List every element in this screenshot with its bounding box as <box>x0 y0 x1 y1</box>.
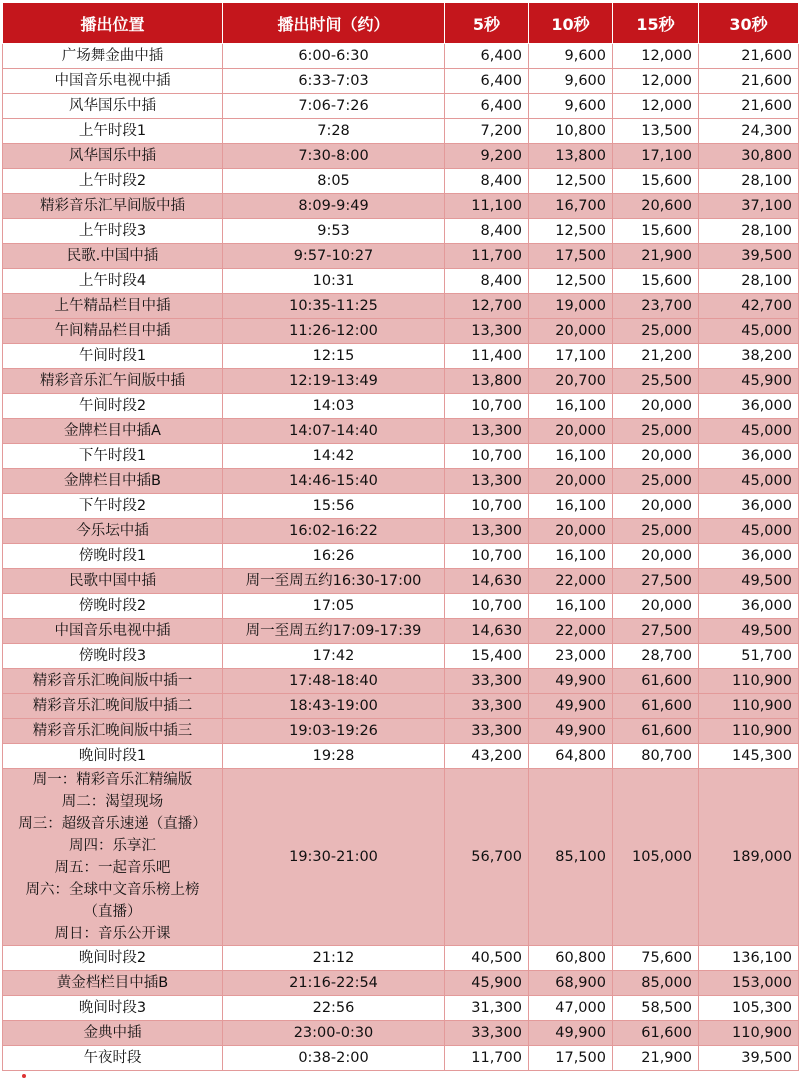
cell-15s: 61,600 <box>613 669 699 694</box>
cell-air-time: 周一至周五约17:09-17:39 <box>223 619 445 644</box>
cell-10s: 23,000 <box>529 644 613 669</box>
table-row <box>3 194 799 219</box>
cell-30s: 21,600 <box>699 44 799 69</box>
cell-30s: 28,100 <box>699 219 799 244</box>
cell-10s: 20,000 <box>529 419 613 444</box>
cell-air-time: 17:48-18:40 <box>223 669 445 694</box>
cell-position: 广场舞金曲中插 <box>3 44 223 69</box>
table-row <box>3 244 799 269</box>
cell-10s: 10,800 <box>529 119 613 144</box>
cell-10s: 16,100 <box>529 444 613 469</box>
cell-air-time: 18:43-19:00 <box>223 694 445 719</box>
cell-position: 金牌栏目中插A <box>3 419 223 444</box>
cell-position: 风华国乐中插 <box>3 144 223 169</box>
cell-air-time: 14:07-14:40 <box>223 419 445 444</box>
cell-15s: 20,000 <box>613 594 699 619</box>
table-row <box>3 1021 799 1046</box>
cell-position: 金牌栏目中插B <box>3 469 223 494</box>
table-body <box>3 44 799 1071</box>
cell-position: 中国音乐电视中插 <box>3 69 223 94</box>
header-10s: 10秒 <box>529 3 613 44</box>
table-row <box>3 319 799 344</box>
position-line: 周四：乐享汇 <box>69 838 156 854</box>
cell-5s: 33,300 <box>445 694 529 719</box>
cell-air-time: 7:28 <box>223 119 445 144</box>
cell-15s: 20,000 <box>613 544 699 569</box>
cell-air-time: 21:12 <box>223 946 445 971</box>
cell-10s: 12,500 <box>529 169 613 194</box>
cell-15s: 27,500 <box>613 569 699 594</box>
cell-15s: 75,600 <box>613 946 699 971</box>
cell-30s: 51,700 <box>699 644 799 669</box>
cell-5s: 10,700 <box>445 394 529 419</box>
cell-10s: 16,100 <box>529 494 613 519</box>
cell-air-time: 11:26-12:00 <box>223 319 445 344</box>
table-row <box>3 669 799 694</box>
cell-5s: 45,900 <box>445 971 529 996</box>
cell-position: 上午时段1 <box>3 119 223 144</box>
header-row <box>3 3 799 44</box>
table-row <box>3 344 799 369</box>
table-row <box>3 69 799 94</box>
cell-15s: 23,700 <box>613 294 699 319</box>
cell-15s: 28,700 <box>613 644 699 669</box>
cell-30s: 110,900 <box>699 1021 799 1046</box>
table-row <box>3 594 799 619</box>
cell-15s: 25,500 <box>613 369 699 394</box>
cell-5s: 13,300 <box>445 519 529 544</box>
cell-30s: 110,900 <box>699 694 799 719</box>
cell-10s: 68,900 <box>529 971 613 996</box>
cell-10s: 64,800 <box>529 744 613 769</box>
cell-15s: 27,500 <box>613 619 699 644</box>
cell-30s: 45,000 <box>699 319 799 344</box>
cell-30s: 136,100 <box>699 946 799 971</box>
cell-position: 精彩音乐汇早间版中插 <box>3 194 223 219</box>
cell-air-time: 14:46-15:40 <box>223 469 445 494</box>
header-15s: 15秒 <box>613 3 699 44</box>
table-row <box>3 644 799 669</box>
table-row <box>3 519 799 544</box>
cell-air-time: 7:30-8:00 <box>223 144 445 169</box>
cell-5s: 13,300 <box>445 469 529 494</box>
cell-30s: 36,000 <box>699 394 799 419</box>
position-line: 周一：精彩音乐汇精编版 <box>32 772 193 788</box>
table-row <box>3 219 799 244</box>
cell-30s: 36,000 <box>699 494 799 519</box>
cell-10s: 16,700 <box>529 194 613 219</box>
cell-10s: 16,100 <box>529 544 613 569</box>
cell-5s: 6,400 <box>445 69 529 94</box>
cell-position: 黄金档栏目中插B <box>3 971 223 996</box>
cell-air-time: 7:06-7:26 <box>223 94 445 119</box>
cell-15s: 12,000 <box>613 44 699 69</box>
cell-5s: 10,700 <box>445 594 529 619</box>
cell-15s: 25,000 <box>613 319 699 344</box>
cell-air-time: 14:03 <box>223 394 445 419</box>
cell-5s: 6,400 <box>445 94 529 119</box>
cell-position: 精彩音乐汇晚间版中插三 <box>3 719 223 744</box>
cell-position: 上午时段4 <box>3 269 223 294</box>
cell-10s: 22,000 <box>529 619 613 644</box>
cell-30s: 38,200 <box>699 344 799 369</box>
cell-position: 上午精品栏目中插 <box>3 294 223 319</box>
cell-30s: 39,500 <box>699 244 799 269</box>
cell-30s: 37,100 <box>699 194 799 219</box>
cell-30s: 39,500 <box>699 1046 799 1071</box>
cell-5s: 56,700 <box>445 769 529 946</box>
cell-position: 傍晚时段3 <box>3 644 223 669</box>
cell-5s: 11,700 <box>445 244 529 269</box>
cell-15s: 25,000 <box>613 419 699 444</box>
cell-position: 精彩音乐汇午间版中插 <box>3 369 223 394</box>
cell-5s: 9,200 <box>445 144 529 169</box>
cell-15s: 61,600 <box>613 694 699 719</box>
cell-air-time: 0:38-2:00 <box>223 1046 445 1071</box>
cell-5s: 10,700 <box>445 444 529 469</box>
cell-air-time: 周一至周五约16:30-17:00 <box>223 569 445 594</box>
cell-air-time: 19:03-19:26 <box>223 719 445 744</box>
table-row <box>3 494 799 519</box>
cell-5s: 12,700 <box>445 294 529 319</box>
cell-10s: 17,100 <box>529 344 613 369</box>
cell-air-time: 23:00-0:30 <box>223 1021 445 1046</box>
cell-position: 午夜时段 <box>3 1046 223 1071</box>
cell-5s: 6,400 <box>445 44 529 69</box>
cell-5s: 11,100 <box>445 194 529 219</box>
cell-15s: 21,900 <box>613 244 699 269</box>
cell-15s: 61,600 <box>613 1021 699 1046</box>
cell-30s: 36,000 <box>699 594 799 619</box>
cell-15s: 58,500 <box>613 996 699 1021</box>
cell-position: 民歌.中国中插 <box>3 244 223 269</box>
cell-10s: 13,800 <box>529 144 613 169</box>
cell-position: 午间时段2 <box>3 394 223 419</box>
rate-card-table <box>2 2 799 1071</box>
cell-position: 风华国乐中插 <box>3 94 223 119</box>
cell-air-time: 6:00-6:30 <box>223 44 445 69</box>
table-row <box>3 294 799 319</box>
cell-5s: 40,500 <box>445 946 529 971</box>
cell-5s: 15,400 <box>445 644 529 669</box>
header-position: 播出位置 <box>3 3 223 44</box>
cell-air-time: 8:09-9:49 <box>223 194 445 219</box>
cell-position: 下午时段1 <box>3 444 223 469</box>
cell-30s: 21,600 <box>699 69 799 94</box>
cell-30s: 36,000 <box>699 544 799 569</box>
cell-5s: 31,300 <box>445 996 529 1021</box>
cell-5s: 8,400 <box>445 269 529 294</box>
cell-15s: 12,000 <box>613 69 699 94</box>
cell-10s: 9,600 <box>529 69 613 94</box>
table-row <box>3 946 799 971</box>
table-row <box>3 419 799 444</box>
cell-air-time: 12:19-13:49 <box>223 369 445 394</box>
cell-15s: 15,600 <box>613 269 699 294</box>
cell-30s: 45,000 <box>699 469 799 494</box>
table-row <box>3 394 799 419</box>
cell-30s: 105,300 <box>699 996 799 1021</box>
cell-air-time: 21:16-22:54 <box>223 971 445 996</box>
cell-30s: 189,000 <box>699 769 799 946</box>
cell-15s: 25,000 <box>613 519 699 544</box>
cell-5s: 11,700 <box>445 1046 529 1071</box>
cell-position: 傍晚时段1 <box>3 544 223 569</box>
cell-5s: 7,200 <box>445 119 529 144</box>
header-5s: 5秒 <box>445 3 529 44</box>
cell-30s: 45,900 <box>699 369 799 394</box>
cell-5s: 33,300 <box>445 669 529 694</box>
cell-10s: 49,900 <box>529 669 613 694</box>
page-mark <box>22 1074 26 1078</box>
cell-15s: 25,000 <box>613 469 699 494</box>
cell-position: 精彩音乐汇晚间版中插一 <box>3 669 223 694</box>
cell-position: 下午时段2 <box>3 494 223 519</box>
cell-air-time: 8:05 <box>223 169 445 194</box>
cell-5s: 14,630 <box>445 569 529 594</box>
table-row <box>3 444 799 469</box>
cell-15s: 85,000 <box>613 971 699 996</box>
cell-air-time: 15:56 <box>223 494 445 519</box>
table-row <box>3 369 799 394</box>
cell-air-time: 19:28 <box>223 744 445 769</box>
cell-5s: 13,300 <box>445 419 529 444</box>
cell-5s: 8,400 <box>445 219 529 244</box>
cell-15s: 15,600 <box>613 219 699 244</box>
cell-position: 晚间时段1 <box>3 744 223 769</box>
cell-5s: 11,400 <box>445 344 529 369</box>
cell-air-time: 6:33-7:03 <box>223 69 445 94</box>
table-row <box>3 744 799 769</box>
cell-15s: 21,900 <box>613 1046 699 1071</box>
cell-10s: 9,600 <box>529 94 613 119</box>
cell-15s: 15,600 <box>613 169 699 194</box>
cell-air-time: 10:31 <box>223 269 445 294</box>
cell-30s: 24,300 <box>699 119 799 144</box>
cell-air-time: 16:26 <box>223 544 445 569</box>
table-row <box>3 769 799 946</box>
cell-10s: 49,900 <box>529 719 613 744</box>
cell-10s: 20,700 <box>529 369 613 394</box>
cell-position: 午间时段1 <box>3 344 223 369</box>
position-line: 周二：渴望现场 <box>61 794 164 810</box>
header-30s: 30秒 <box>699 3 799 44</box>
cell-air-time: 17:42 <box>223 644 445 669</box>
cell-air-time: 22:56 <box>223 996 445 1021</box>
cell-15s: 12,000 <box>613 94 699 119</box>
cell-30s: 145,300 <box>699 744 799 769</box>
cell-position: 金典中插 <box>3 1021 223 1046</box>
cell-15s: 20,000 <box>613 394 699 419</box>
cell-15s: 80,700 <box>613 744 699 769</box>
header-air-time: 播出时间（约） <box>223 3 445 44</box>
cell-position: 民歌中国中插 <box>3 569 223 594</box>
table-row <box>3 469 799 494</box>
table-row <box>3 119 799 144</box>
table-row <box>3 719 799 744</box>
cell-30s: 49,500 <box>699 619 799 644</box>
cell-10s: 20,000 <box>529 319 613 344</box>
cell-10s: 12,500 <box>529 219 613 244</box>
cell-30s: 42,700 <box>699 294 799 319</box>
cell-10s: 47,000 <box>529 996 613 1021</box>
cell-10s: 22,000 <box>529 569 613 594</box>
cell-30s: 110,900 <box>699 669 799 694</box>
cell-position: 傍晚时段2 <box>3 594 223 619</box>
cell-5s: 33,300 <box>445 1021 529 1046</box>
cell-air-time: 14:42 <box>223 444 445 469</box>
cell-position: 晚间时段3 <box>3 996 223 1021</box>
cell-position: 上午时段2 <box>3 169 223 194</box>
cell-30s: 28,100 <box>699 269 799 294</box>
cell-5s: 10,700 <box>445 494 529 519</box>
cell-15s: 61,600 <box>613 719 699 744</box>
cell-5s: 13,800 <box>445 369 529 394</box>
cell-15s: 20,000 <box>613 444 699 469</box>
table-row <box>3 94 799 119</box>
cell-30s: 45,000 <box>699 519 799 544</box>
cell-15s: 13,500 <box>613 119 699 144</box>
cell-30s: 21,600 <box>699 94 799 119</box>
cell-15s: 20,000 <box>613 494 699 519</box>
cell-15s: 17,100 <box>613 144 699 169</box>
cell-30s: 110,900 <box>699 719 799 744</box>
cell-air-time: 12:15 <box>223 344 445 369</box>
position-line: 周五：一起音乐吧 <box>54 860 171 876</box>
table-row <box>3 971 799 996</box>
cell-position: 上午时段3 <box>3 219 223 244</box>
cell-30s: 30,800 <box>699 144 799 169</box>
position-line: 周三：超级音乐速递（直播） <box>18 816 207 832</box>
cell-position <box>3 769 223 946</box>
cell-15s: 21,200 <box>613 344 699 369</box>
cell-30s: 36,000 <box>699 444 799 469</box>
table-row <box>3 996 799 1021</box>
cell-position: 午间精品栏目中插 <box>3 319 223 344</box>
cell-air-time: 19:30-21:00 <box>223 769 445 946</box>
cell-5s: 13,300 <box>445 319 529 344</box>
table-row <box>3 169 799 194</box>
table-row <box>3 619 799 644</box>
position-line: 周日：音乐公开课 <box>54 926 171 942</box>
table-row <box>3 269 799 294</box>
table-row <box>3 144 799 169</box>
cell-air-time: 10:35-11:25 <box>223 294 445 319</box>
cell-5s: 43,200 <box>445 744 529 769</box>
cell-5s: 8,400 <box>445 169 529 194</box>
cell-10s: 85,100 <box>529 769 613 946</box>
cell-10s: 12,500 <box>529 269 613 294</box>
cell-position: 精彩音乐汇晚间版中插二 <box>3 694 223 719</box>
cell-15s: 20,600 <box>613 194 699 219</box>
cell-10s: 17,500 <box>529 1046 613 1071</box>
cell-position: 今乐坛中插 <box>3 519 223 544</box>
table-row <box>3 544 799 569</box>
cell-5s: 33,300 <box>445 719 529 744</box>
cell-air-time: 16:02-16:22 <box>223 519 445 544</box>
cell-10s: 16,100 <box>529 594 613 619</box>
cell-10s: 20,000 <box>529 519 613 544</box>
position-line: 周六：全球中文音乐榜上榜 <box>25 882 200 898</box>
cell-air-time: 9:57-10:27 <box>223 244 445 269</box>
cell-10s: 49,900 <box>529 1021 613 1046</box>
cell-10s: 60,800 <box>529 946 613 971</box>
cell-15s: 105,000 <box>613 769 699 946</box>
cell-air-time: 17:05 <box>223 594 445 619</box>
table-row <box>3 1046 799 1071</box>
position-line: （直播） <box>83 904 142 920</box>
cell-30s: 45,000 <box>699 419 799 444</box>
cell-10s: 49,900 <box>529 694 613 719</box>
cell-10s: 17,500 <box>529 244 613 269</box>
cell-30s: 28,100 <box>699 169 799 194</box>
table-row <box>3 569 799 594</box>
cell-5s: 14,630 <box>445 619 529 644</box>
table-row <box>3 44 799 69</box>
cell-10s: 19,000 <box>529 294 613 319</box>
cell-5s: 10,700 <box>445 544 529 569</box>
cell-position: 晚间时段2 <box>3 946 223 971</box>
cell-air-time: 9:53 <box>223 219 445 244</box>
cell-10s: 20,000 <box>529 469 613 494</box>
cell-10s: 16,100 <box>529 394 613 419</box>
cell-30s: 49,500 <box>699 569 799 594</box>
table-row <box>3 694 799 719</box>
cell-30s: 153,000 <box>699 971 799 996</box>
cell-position: 中国音乐电视中插 <box>3 619 223 644</box>
cell-10s: 9,600 <box>529 44 613 69</box>
